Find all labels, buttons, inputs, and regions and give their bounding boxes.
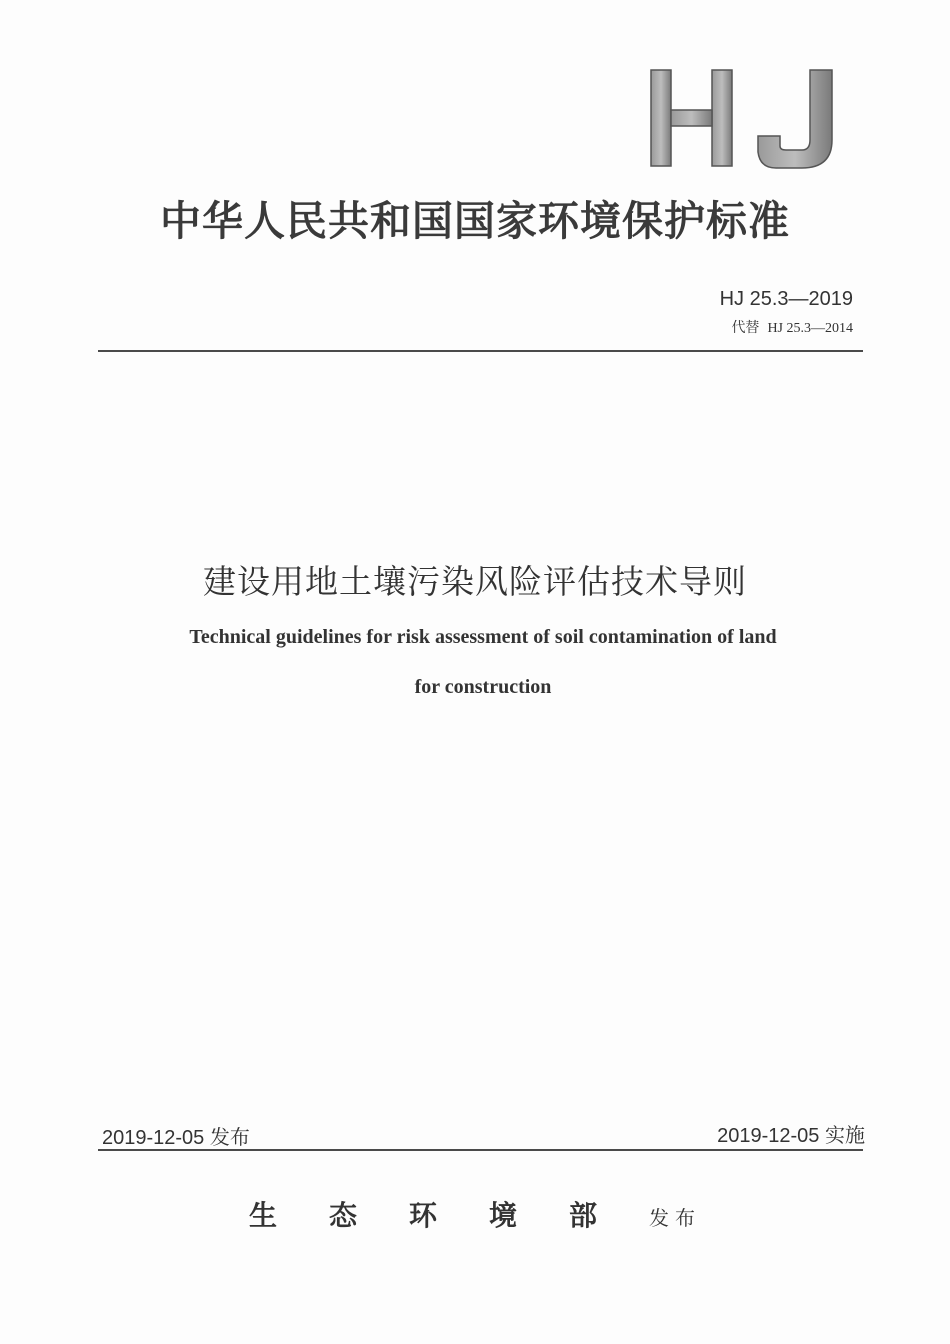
implementation-date: 2019-12-05 实施 [717, 1125, 865, 1147]
standard-organization-title: 中华人民共和国国家环境保护标准 [160, 197, 790, 245]
document-title-chinese: 建设用地土壤污染风险评估技术导则 [203, 562, 747, 601]
document-title-english-line-2: for construction [414, 676, 552, 698]
replaces-label: 代替 [731, 320, 760, 336]
issue-date: 2019-12-05 发布 [102, 1127, 250, 1149]
publish-label: 发布 [649, 1206, 701, 1230]
replaced-standard-number: HJ 25.3—2014 [767, 321, 853, 336]
hj-logo [648, 66, 838, 172]
publisher-line [0, 1194, 950, 1234]
publisher-name: 生态环境部 [248, 1199, 649, 1232]
footer-divider [98, 1149, 863, 1151]
document-title-english-line-1: Technical guidelines for risk assessment of soil contamination of land [189, 626, 777, 648]
header-divider [98, 350, 863, 352]
replaces-note [731, 317, 853, 337]
standard-number: HJ 25.3—2019 [719, 288, 853, 310]
